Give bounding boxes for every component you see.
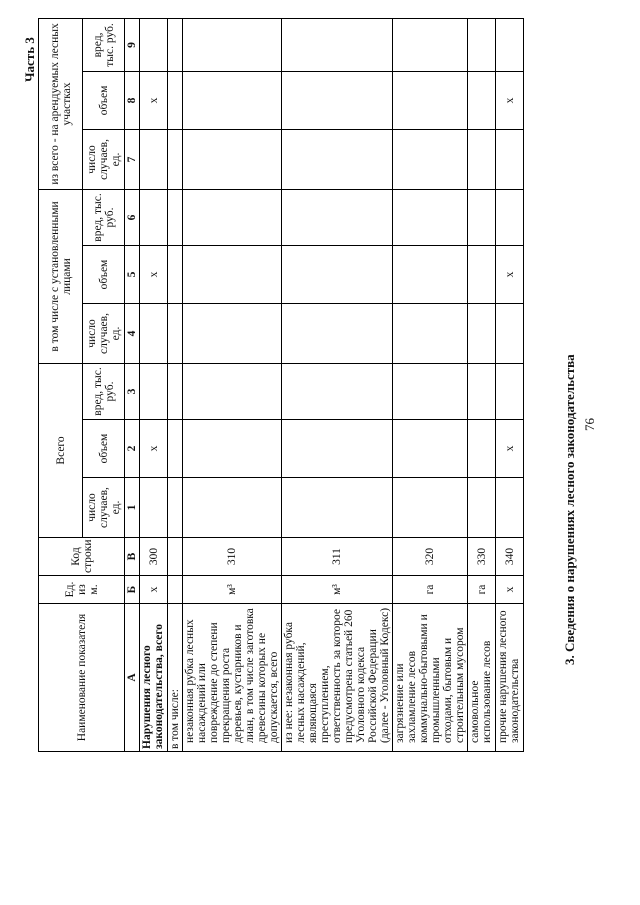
index-cell: В [125, 538, 140, 576]
value-cell [393, 189, 468, 245]
indicator-cell: Нарушения лесного законодательства, всего [140, 604, 168, 752]
code-cell: 340 [496, 538, 524, 576]
header-total: Всего [39, 363, 83, 537]
value-cell [496, 129, 524, 189]
code-cell [168, 538, 183, 576]
section-title: 3. Сведения о нарушениях лесного законодательства [562, 354, 577, 665]
table-row [496, 18, 524, 751]
page-number: 76 [582, 418, 597, 431]
header-harm: вред, тыс. руб. [83, 18, 125, 71]
header-harm: вред, тыс. руб. [83, 363, 125, 419]
value-cell [468, 478, 496, 538]
indicator-cell: самовольное использование лесов [468, 604, 496, 752]
value-cell [393, 71, 468, 129]
index-cell: 7 [125, 129, 140, 189]
value-cell [496, 18, 524, 71]
header-harm: вред, тыс. руб. [83, 189, 125, 245]
code-cell: 311 [282, 538, 393, 576]
value-cell [393, 420, 468, 478]
value-cell [168, 129, 183, 189]
header-code: Код строки [39, 538, 125, 576]
value-cell [183, 303, 282, 363]
value-cell: x [496, 245, 524, 303]
value-cell [496, 478, 524, 538]
header-cases: число случаев, ед. [83, 303, 125, 363]
violations-table [38, 18, 524, 752]
unit-cell: га [393, 576, 468, 604]
value-cell [393, 245, 468, 303]
value-cell [140, 18, 168, 71]
part-label: Часть 3 [22, 37, 37, 82]
value-cell [282, 363, 393, 419]
value-cell: x [496, 71, 524, 129]
value-cell [468, 71, 496, 129]
value-cell: x [140, 245, 168, 303]
value-cell [168, 420, 183, 478]
unit-cell: га [468, 576, 496, 604]
table-row [468, 18, 496, 751]
value-cell [468, 363, 496, 419]
value-cell [140, 189, 168, 245]
value-cell [183, 71, 282, 129]
value-cell [168, 245, 183, 303]
value-cell [183, 129, 282, 189]
index-row [125, 18, 140, 751]
index-cell: 9 [125, 18, 140, 71]
code-cell: 330 [468, 538, 496, 576]
indicator-cell: незаконная рубка лесных насаждений или повреждение до степени прекращения роста деревьев, кустарников и лиан, в том числе заготовка древесины которых не допускается, всего [183, 604, 282, 752]
index-cell: 6 [125, 189, 140, 245]
value-cell: x [496, 420, 524, 478]
header-leased: из всего - на арендуемых лесных участках [39, 18, 83, 189]
unit-cell: м³ [282, 576, 393, 604]
value-cell [168, 18, 183, 71]
value-cell [393, 18, 468, 71]
table-row [140, 18, 168, 751]
header-indicator: Наименование показателя [39, 604, 125, 752]
value-cell [183, 363, 282, 419]
value-cell [468, 18, 496, 71]
code-cell: 300 [140, 538, 168, 576]
value-cell [282, 478, 393, 538]
header-volume: объем [83, 71, 125, 129]
value-cell [496, 363, 524, 419]
header-cases: число случаев, ед. [83, 129, 125, 189]
unit-cell [168, 576, 183, 604]
value-cell [140, 363, 168, 419]
code-cell: 310 [183, 538, 282, 576]
value-cell [282, 71, 393, 129]
value-cell [496, 303, 524, 363]
value-cell [168, 478, 183, 538]
index-cell: 5 [125, 245, 140, 303]
indicator-cell: в том числе: [168, 604, 183, 752]
header-established: в том числе с установленными лицами [39, 189, 83, 363]
header-unit: Ед. из м. [39, 576, 125, 604]
code-cell: 320 [393, 538, 468, 576]
header-volume: объем [83, 420, 125, 478]
table-row [183, 18, 282, 751]
table-row [168, 18, 183, 751]
unit-cell: м³ [183, 576, 282, 604]
value-cell [282, 189, 393, 245]
value-cell [282, 245, 393, 303]
index-cell: Б [125, 576, 140, 604]
value-cell [140, 129, 168, 189]
header-volume: объем [83, 245, 125, 303]
index-cell: 4 [125, 303, 140, 363]
value-cell [183, 18, 282, 71]
value-cell [140, 478, 168, 538]
value-cell [168, 189, 183, 245]
indicator-cell: загрязнение или захламление лесов коммунально-бытовыми и промышленными отходами, бытовым и строительным мусором [393, 604, 468, 752]
indicator-cell: прочие нарушения лесного законодательства [496, 604, 524, 752]
unit-cell: x [140, 576, 168, 604]
index-cell: 2 [125, 420, 140, 478]
value-cell [168, 363, 183, 419]
index-cell: 3 [125, 363, 140, 419]
unit-cell: x [496, 576, 524, 604]
value-cell [468, 129, 496, 189]
value-cell [183, 478, 282, 538]
value-cell [168, 303, 183, 363]
value-cell [282, 420, 393, 478]
table-row [393, 18, 468, 751]
value-cell [183, 189, 282, 245]
value-cell [393, 478, 468, 538]
value-cell: x [140, 420, 168, 478]
value-cell [282, 18, 393, 71]
value-cell [468, 303, 496, 363]
table-row [282, 18, 393, 751]
value-cell [393, 129, 468, 189]
value-cell [168, 71, 183, 129]
index-cell: А [125, 604, 140, 752]
value-cell [282, 129, 393, 189]
value-cell [496, 189, 524, 245]
index-cell: 8 [125, 71, 140, 129]
value-cell [393, 303, 468, 363]
value-cell [468, 420, 496, 478]
value-cell [183, 245, 282, 303]
indicator-cell: из нее: незаконная рубка лесных насаждений, являющаяся преступлением, ответственность за которое предусмотрена статьей 260 Уголовного кодекса Российской Федерации (далее - Уголовный Кодекс) [282, 604, 393, 752]
value-cell [183, 420, 282, 478]
header-cases: число случаев, ед. [83, 478, 125, 538]
value-cell: x [140, 71, 168, 129]
value-cell [282, 303, 393, 363]
index-cell: 1 [125, 478, 140, 538]
value-cell [393, 363, 468, 419]
value-cell [140, 303, 168, 363]
value-cell [468, 189, 496, 245]
value-cell [468, 245, 496, 303]
